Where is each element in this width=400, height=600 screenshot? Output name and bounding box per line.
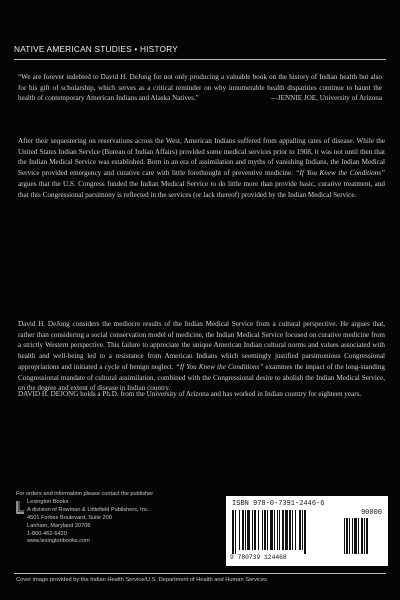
price-code: 90000 [360, 509, 382, 517]
top-divider [14, 59, 386, 60]
publisher-name: Lexington Books [27, 498, 69, 505]
description-text: David H. DeJong considers the mediocre results of the Indian Medical Service from a cultural perspective. He argues that, rather than considering a social conservation model of medicine, the Indian Medical Service focused on curative medicine from a strictly Western perspective. This failure to appreciate the unique American Indian cultural norms and values associated with health and well-being led to a resistance from American Indians which seemingly justified parsimonious Congressional appropriations and initiated a cycle of benign neglect. [18, 320, 385, 371]
publisher-division: A division of Rowman & Littlefield Publishers, Inc. [27, 506, 150, 513]
description-paragraph-1 [18, 136, 385, 200]
publisher-phone: 1-800-462-6420 [27, 530, 67, 537]
quote-attribution: —JENNIE JOE, University of Arizona [270, 94, 382, 103]
cover-image-credit: Cover image provided by the Indian Health Service/U.S. Department of Health and Human Services [16, 577, 268, 583]
publisher-info [16, 491, 153, 546]
publisher-orders: For orders and information please contact the publisher [16, 491, 154, 497]
isbn-label: ISBN 978-0-7391-2446-6 [232, 500, 325, 508]
book-title-italic: “If You Knew the Conditions” [175, 362, 264, 371]
barcode [226, 496, 388, 566]
barcode-number: 9 780739 124468 [230, 554, 287, 561]
category-label: NATIVE AMERICAN STUDIES • HISTORY [14, 44, 178, 54]
publisher-city: Lanham, Maryland 20706 [27, 522, 91, 529]
endorsement-quote [18, 72, 382, 104]
publisher-logo-icon [16, 500, 25, 515]
author-bio [18, 389, 385, 400]
description-text: examines the impact of the long-standing Congressional mandate of cultural assimilation, combined with the Congressional desire to abolish the Indian Medical Service, on the degree and extent of disease in Indian country. [18, 362, 385, 393]
book-title-italic: “If You Knew the Conditions” [295, 169, 386, 178]
description-text: After their sequestering on reservations across the West, American Indians suffered from appalling rates of disease. While the United States Indian Service (Bureau of Indian Affairs) provided some medical services prior to 1908, it was not until then that the Indian Medical Service was established. Born in an era of assimilation and myths of vanishing Indians, the Indian Medical Service provided emergency and curative care with little forethought of preventive medicine. [18, 137, 385, 178]
quote-text: “We are forever indebted to David H. DeJong for not only producing a valuable book on the history of Indian health but also for his gift of scholarship, which serves as a critical reminder on why innumerable health disparities continue to haunt the health of contemporary American Indians and Alaska Natives.” [18, 73, 382, 103]
publisher-website: www.lexingtonbooks.com [27, 538, 90, 545]
author-name: DAVID H. DEJONG [18, 390, 79, 398]
barcode-bars [232, 510, 382, 554]
author-bio-text: holds a Ph.D. from the University of Arizona and has worked in Indian country for eighteen years. [80, 390, 362, 398]
bottom-divider [14, 573, 386, 574]
description-text: argues that the U.S. Congress funded the Indian Medical Service to do little more than provide basic, curative treatment, and that this Congressional parsimony is reflected in the services (or lack thereof) provided by the Indian Medical Service. [18, 179, 385, 199]
publisher-street: 4501 Forbes Boulevard, Suite 200 [27, 514, 112, 521]
description-paragraph-2 [18, 319, 385, 394]
